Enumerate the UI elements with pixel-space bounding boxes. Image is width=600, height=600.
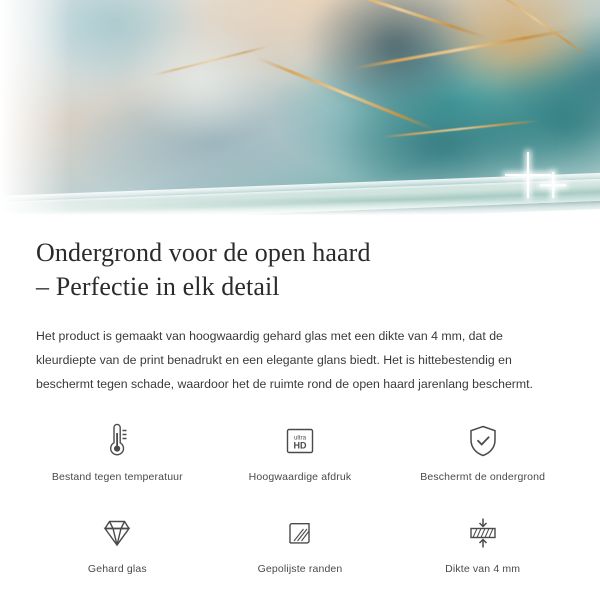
text-block: [0, 218, 600, 397]
svg-text:HD: HD: [293, 440, 307, 451]
feature-item: [391, 511, 574, 593]
feature-label: Bestand tegen temperatuur: [51, 470, 183, 483]
feature-grid: [0, 397, 600, 593]
shield-check-icon: [462, 419, 504, 463]
diamond-icon: [96, 511, 138, 555]
ultra-hd-icon: [280, 419, 320, 463]
feature-label: Gepolijste randen: [257, 562, 343, 575]
feature-label: Hoogwaardige afdruk: [248, 470, 352, 483]
svg-text:ultra: ultra: [293, 434, 307, 442]
product-description: Het product is gemaakt van hoogwaardig gehard glas met een dikte van 4 mm, dat de kleurdiepte van de print benadrukt en een elegante glans biedt. Het is hittebestendig en beschermt tegen schade, waardoor het de ruimte rond de open haard jarenlang beschermt.: [36, 328, 533, 391]
feature-label: Dikte van 4 mm: [445, 562, 521, 575]
feature-label: Beschermt de ondergrond: [420, 470, 546, 483]
feature-item: [209, 419, 392, 501]
feature-item: [209, 511, 392, 593]
feature-item: [391, 419, 574, 501]
feature-label: Gehard glas: [87, 562, 147, 575]
feature-item: [26, 419, 209, 501]
page-title-line-2: – Perfectie in elk detail: [36, 272, 280, 302]
hero-image: [0, 0, 600, 218]
hero-fade-left: [0, 0, 70, 218]
page-title: [36, 236, 564, 305]
polished-edges-icon: [280, 511, 320, 555]
ink-swirl: [120, 20, 280, 140]
hero-fade-bottom: [0, 200, 600, 218]
feature-item: [26, 511, 209, 593]
thickness-4mm-icon: [462, 511, 504, 555]
thermometer-icon: [96, 419, 138, 463]
page-title-line-1: Ondergrond voor de open haard: [36, 238, 371, 267]
